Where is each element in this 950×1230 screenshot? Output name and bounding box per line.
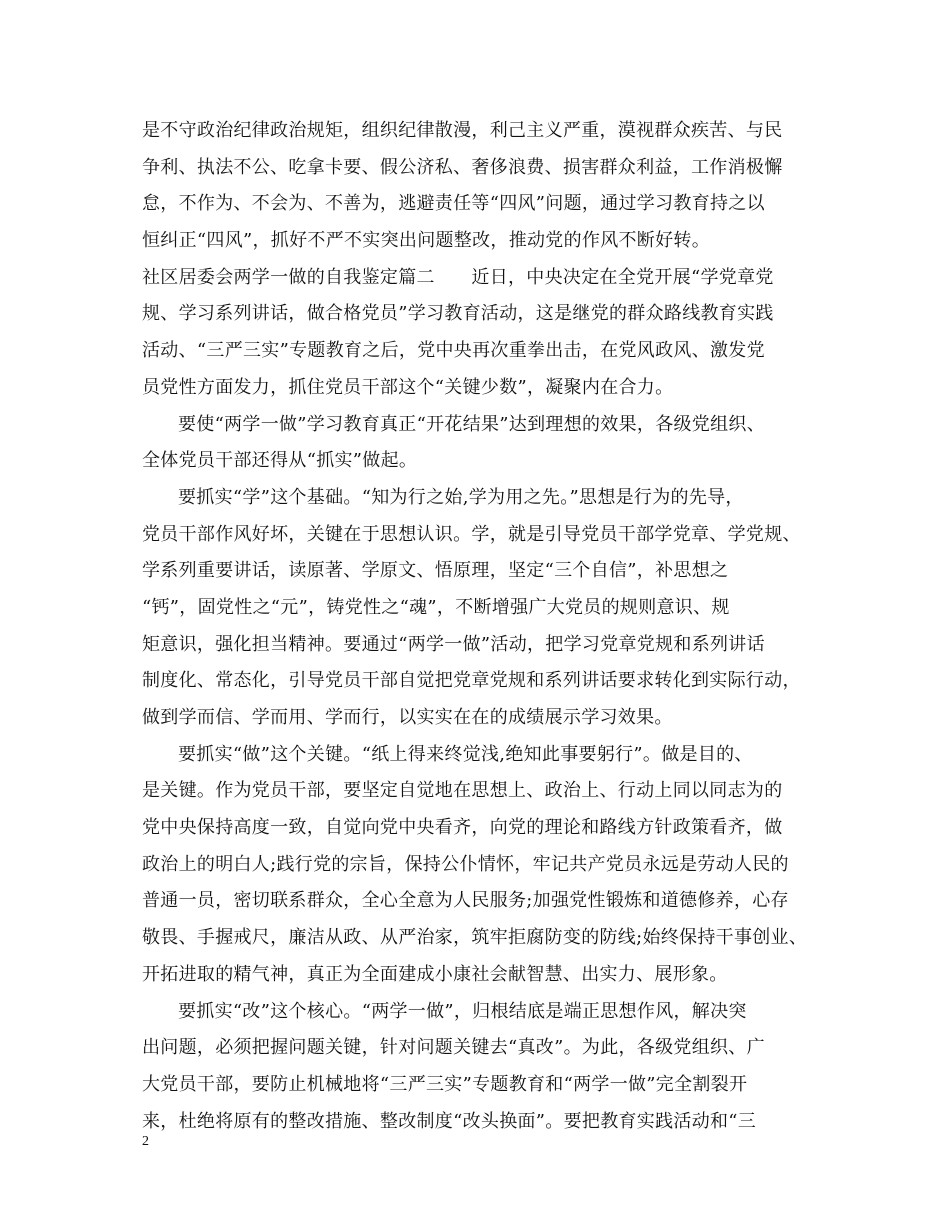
text-line: 要使“两学一做”学习教育真正“开花结果”达到理想的效果，各级党组织、 (178, 413, 766, 435)
text-line: 政治上的明白人;践行党的宗旨，保持公仆情怀，牢记共产党员永远是劳动人民的 (142, 853, 789, 875)
page-number: 2 (142, 1134, 149, 1149)
text-line: 党员干部作风好坏，关键在于思想认识。学，就是引导党员干部学党章、学党规、 (142, 523, 801, 545)
text-line: 活动、“三严三实”专题教育之后，党中央再次重拳出击，在党风政风、激发党 (142, 340, 765, 362)
text-line: 员党性方面发力，抓住党员干部这个“关键少数”，凝聚内在合力。 (142, 376, 674, 398)
text-line: 规、学习系列讲话，做合格党员”学习教育活动，这是继党的群众路线教育实践 (142, 303, 774, 325)
text-line: 是不守政治纪律政治规矩，组织纪律散漫，利己主义严重，漠视群众疾苦、与民 (142, 120, 783, 141)
text-line: 普通一员，密切联系群众，全心全意为人民服务;加强党性锻炼和道德修养，心存 (142, 890, 789, 912)
text-line: 学系列重要讲话，读原著、学原文、悟原理，坚定“三个自信”，补思想之 (142, 560, 729, 582)
text-line: 全体党员干部还得从“抓实”做起。 (142, 450, 418, 472)
text-line: 恒纠正“四风”，抓好不严不实突出问题整改，推动党的作风不断好转。 (142, 230, 711, 252)
body-text (142, 113, 814, 1140)
text-line: 敬畏、手握戒尺，廉洁从政、从严治家，筑牢拒腐防变的防线;始终保持干事创业、 (142, 927, 808, 949)
text-line: 是关键。作为党员干部，要坚定自觉地在思想上、政治上、行动上同以同志为的 (142, 780, 783, 802)
text-line: “钙”，固党性之“元”，铸党性之“魂”，不断增强广大党员的规则意识、规 (142, 596, 730, 618)
text-line: 要抓实“学”这个基础。“知为行之始,学为用之先。”思想是行为的先导， (178, 486, 744, 508)
text-line: 来，杜绝将原有的整改措施、整改制度“改头换面”。要把教育实践活动和“三 (142, 1110, 757, 1132)
text-line: 制度化、常态化，引导党员干部自觉把党章党规和系列讲话要求转化到实际行动， (142, 670, 801, 692)
text-line: 要抓实“改”这个核心。“两学一做”，归根结底是端正思想作风，解决突 (178, 1000, 747, 1022)
text-line: 大党员干部，要防止机械地将“三严三实”专题教育和“两学一做”完全割裂开 (142, 1073, 748, 1095)
text-line: 争利、执法不公、吃拿卡要、假公济私、奢侈浪费、损害群众利益，工作消极懈 (142, 156, 783, 178)
text-line: 党中央保持高度一致，自觉向党中央看齐，向党的理论和路线方针政策看齐，做 (142, 817, 783, 839)
text-line: 出问题，必须把握问题关键，针对问题关键去“真改”。为此，各级党组织、广 (142, 1037, 765, 1059)
text-line: 社区居委会两学一做的自我鉴定篇二 近日，中央决定在全党开展“学党章党 (142, 266, 774, 288)
text-line: 开拓进取的精气神，真正为全面建成小康社会献智慧、出实力、展形象。 (142, 963, 728, 985)
text-line: 怠，不作为、不会为、不善为，逃避责任等“四风”问题，通过学习教育持之以 (142, 193, 765, 215)
text-line: 要抓实“做”这个关键。“纸上得来终觉浅,绝知此事要躬行”。做是目的、 (178, 743, 753, 765)
text-line: 做到学而信、学而用、学而行，以实实在在的成绩展示学习效果。 (142, 707, 673, 728)
text-line: 矩意识，强化担当精神。要通过“两学一做”活动，把学习党章党规和系列讲话 (142, 633, 765, 655)
